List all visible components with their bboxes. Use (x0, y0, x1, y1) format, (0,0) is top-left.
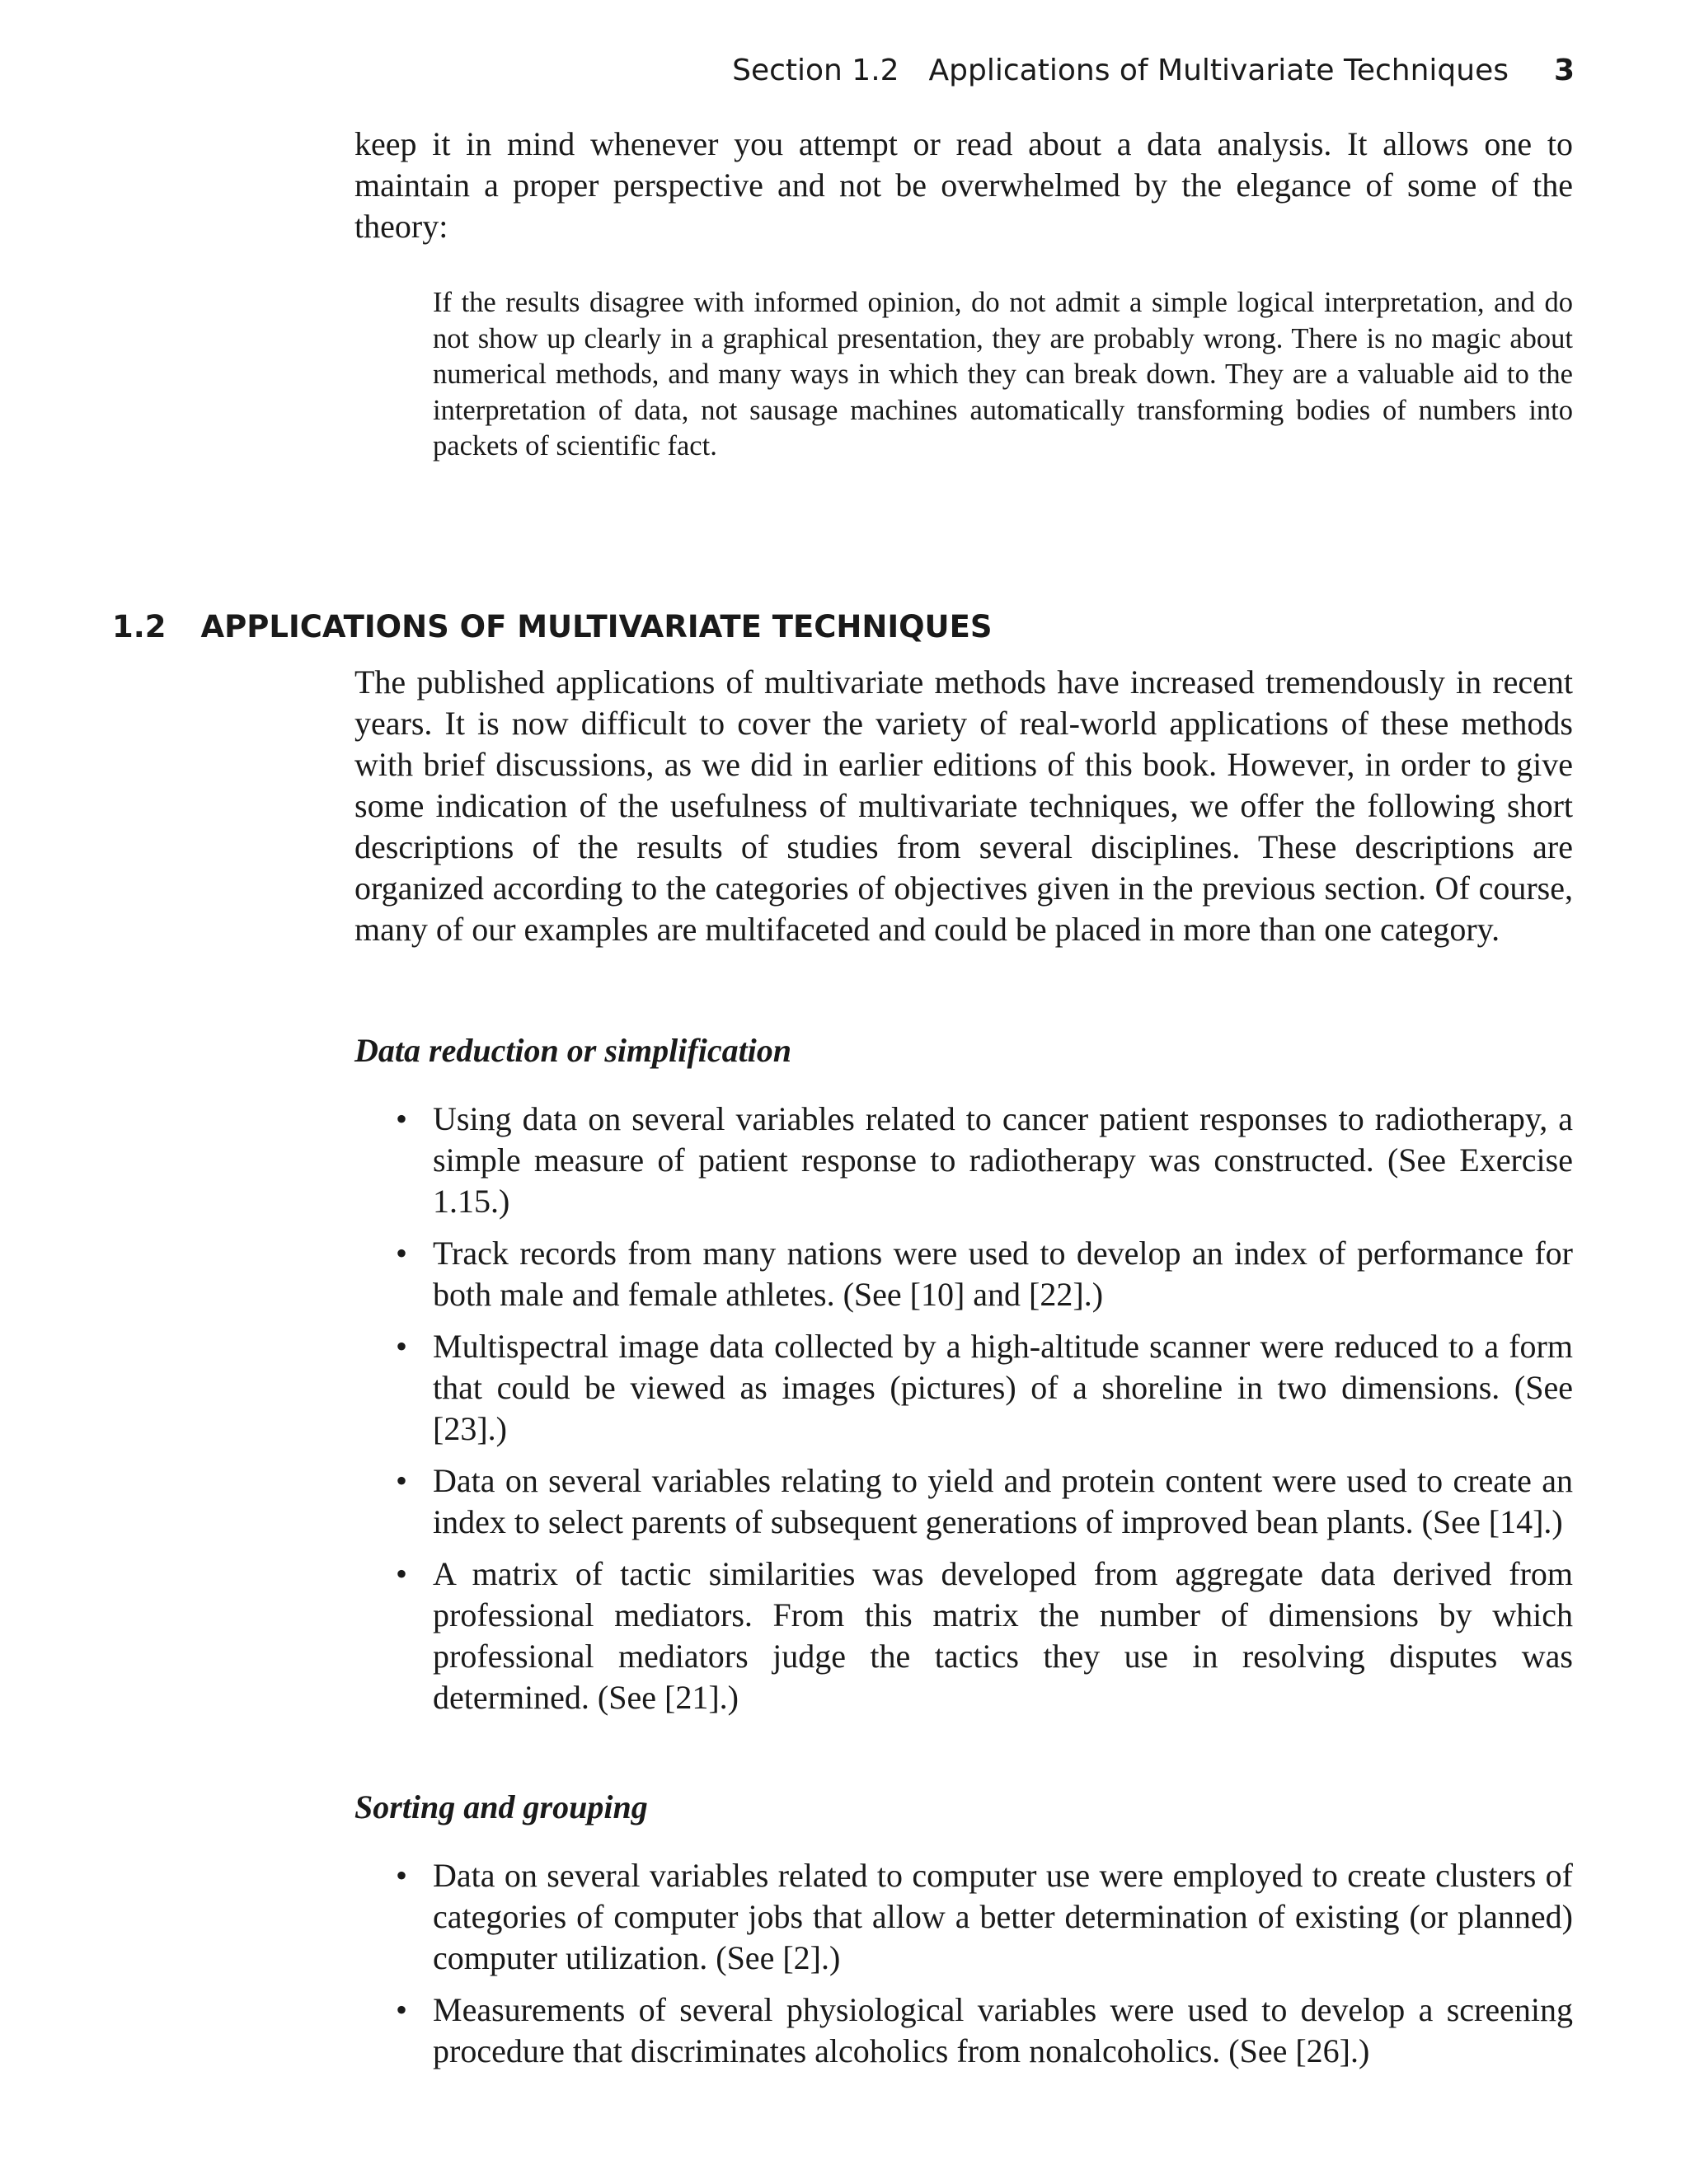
section-number: 1.2 (112, 608, 167, 644)
section-title: APPLICATIONS OF MULTIVARIATE TECHNIQUES (200, 608, 993, 644)
bullet-icon: • (396, 1555, 408, 1592)
list-item-text: A matrix of tactic similarities was developed from aggregate data derived from professional mediators. From this matrix the number of dimensions by which professional mediators judge the tactics they use in resolving disputes was determined. (See [21].) (433, 1555, 1573, 1716)
block-quote: If the results disagree with informed opinion, do not admit a simple logical interpretation, and do not show up clearly in a graphical presentation, they are probably wrong. There is no magic about numerical methods, and many ways in which they can break down. They are a valuable aid to the interpretation of data, not sausage machines automatically transforming bodies of numbers into packets of scientific fact. (433, 287, 1573, 462)
list-item (354, 1233, 1573, 1315)
intro-paragraph: keep it in mind whenever you attempt or read about a data analysis. It allows one to maintain a proper perspective and not be overwhelmed by the elegance of some of the theory: (354, 125, 1573, 245)
list-item-text: Track records from many nations were used to develop an index of performance for both male and female athletes. (See [10] and [22].) (433, 1235, 1573, 1313)
list-item (354, 1460, 1573, 1543)
running-head-section-label: Section 1.2 (732, 54, 899, 87)
list-item-text: Using data on several variables related to cancer patient responses to radiotherapy, a simple measure of patient response to radiotherapy was constructed. (See Exercise 1.15.) (433, 1100, 1573, 1220)
bullet-icon: • (396, 1100, 408, 1137)
list-item (354, 1990, 1573, 2072)
bullet-icon: • (396, 1235, 408, 1272)
page-number: 3 (1553, 54, 1575, 87)
bullet-icon: • (396, 1462, 408, 1499)
list-item (354, 1099, 1573, 1222)
bullet-icon: • (396, 1857, 408, 1894)
list-item-text: Multispectral image data collected by a high-altitude scanner were reduced to a form that could be viewed as images (pictures) of a shoreline in two dimensions. (See [23].) (433, 1328, 1573, 1447)
running-head-text (732, 51, 1509, 91)
running-head-title: Applications of Multivariate Techniques (928, 54, 1509, 87)
list-item-text: Data on several variables related to computer use were employed to create clusters of categories of computer jobs that allow a better determination of existing (or planned) computer utilization. (See [2].) (433, 1857, 1573, 1976)
list-item (354, 1326, 1573, 1450)
section-heading (112, 607, 993, 648)
list-item (354, 1855, 1573, 1979)
bullet-icon: • (396, 1328, 408, 1365)
bullet-icon: • (396, 1991, 408, 2028)
subsection-title-sorting-grouping: Sorting and grouping (354, 1788, 648, 1825)
list-item (354, 1554, 1573, 1718)
bullet-list-data-reduction (354, 1099, 1573, 1729)
list-item-text: Measurements of several physiological variables were used to develop a screening procedure that discriminates alcoholics from nonalcoholics. (See [26].) (433, 1991, 1573, 2069)
section-paragraph: The published applications of multivariate methods have increased tremendously in recent years. It is now difficult to cover the variety of real-world applications of these methods with brief discussions, as we did in earlier editions of this book. However, in order to give some indication of the usefulness of multivariate techniques, we offer the following short descriptions of the results of studies from several disciplines. These descriptions are organized according to the categories of objectives given in the previous section. Of course, many of our examples are multifaceted and could be placed in more than one category. (354, 663, 1573, 948)
list-item-text: Data on several variables relating to yield and protein content were used to create an index to select parents of subsequent generations of improved bean plants. (See [14].) (433, 1462, 1573, 1540)
bullet-list-sorting-grouping (354, 1855, 1573, 2083)
subsection-title-data-reduction: Data reduction or simplification (354, 1032, 792, 1069)
